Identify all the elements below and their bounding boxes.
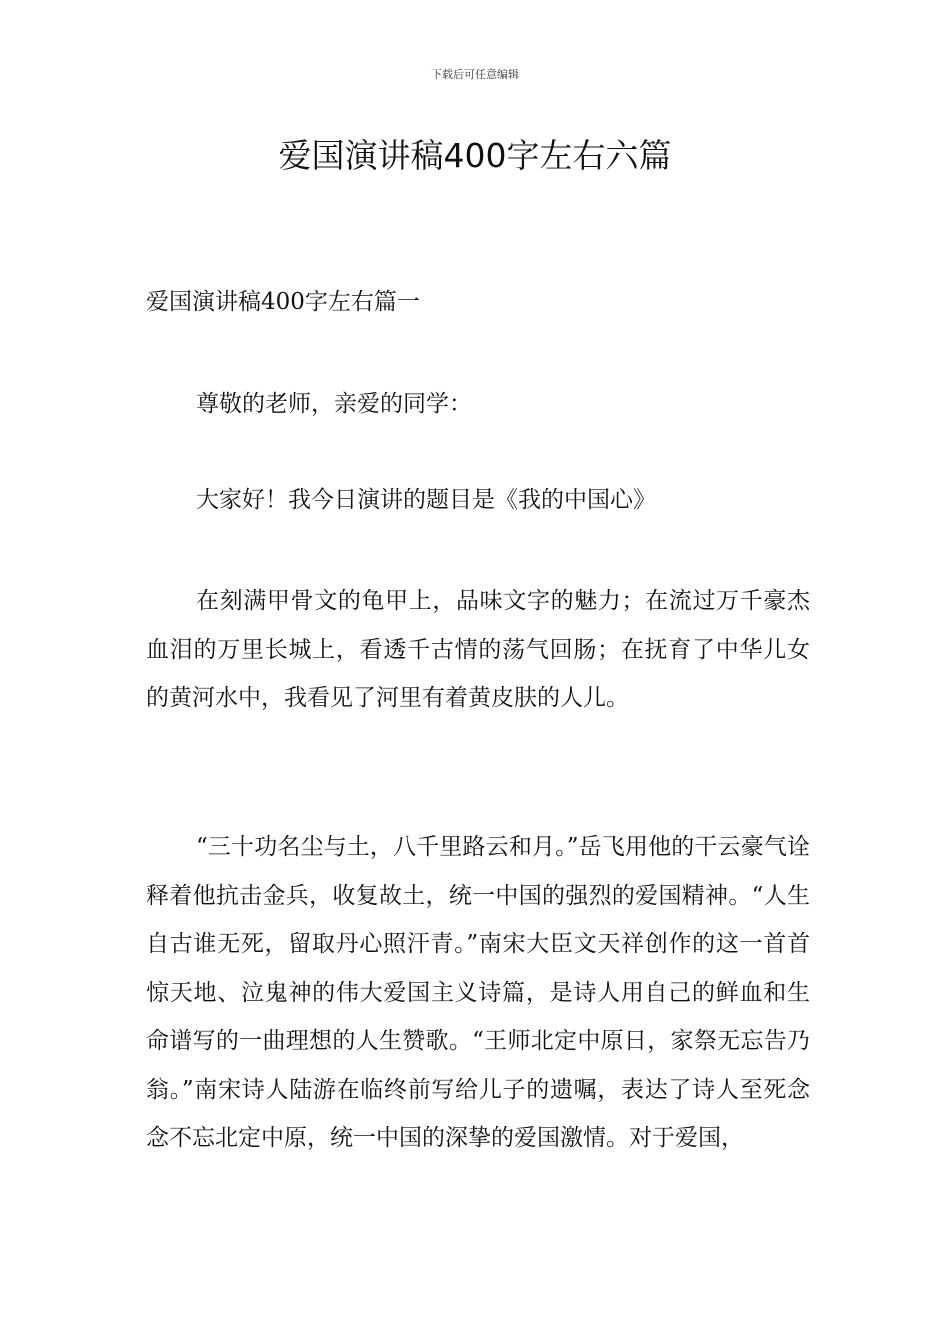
paragraph-greeting: 大家好！我今日演讲的题目是《我的中国心》 bbox=[196, 487, 656, 513]
paragraph-salutation: 尊敬的老师，亲爱的同学： bbox=[196, 391, 472, 417]
page-header-note: 下载后可任意编辑 bbox=[431, 68, 519, 81]
section-heading: 爱国演讲稿400字左右篇一 bbox=[146, 289, 420, 315]
document-title: 爱国演讲稿400字左右六篇 bbox=[278, 136, 672, 175]
paragraph-body-2: “三十功名尘与土，八千里路云和月。”岳飞用他的干云豪气诠释着他抗击金兵，收复故土，统一中国的强烈的爱国精神。“人生自古谁无死，留取丹心照汗青。”南宋大臣文天祥创作的这一首首惊天地、泣鬼神的伟大爱国主义诗篇，是诗人用自己的鲜血和生命谱写的一曲理想的人生赞歌。“王师北定中原日，家祭无忘告乃翁。”南宋诗人陆游在临终前写给儿子的遗嘱，表达了诗人至死念念不忘北定中原，统一中国的深挚的爱国激情。对于爱国， bbox=[146, 834, 810, 1151]
paragraph-body-1: 在刻满甲骨文的龟甲上，品味文字的魅力；在流过万千豪杰血泪的万里长城上，看透千古情的荡气回肠；在抚育了中华儿女的黄河水中，我看见了河里有着黄皮肤的人儿。 bbox=[146, 588, 810, 711]
